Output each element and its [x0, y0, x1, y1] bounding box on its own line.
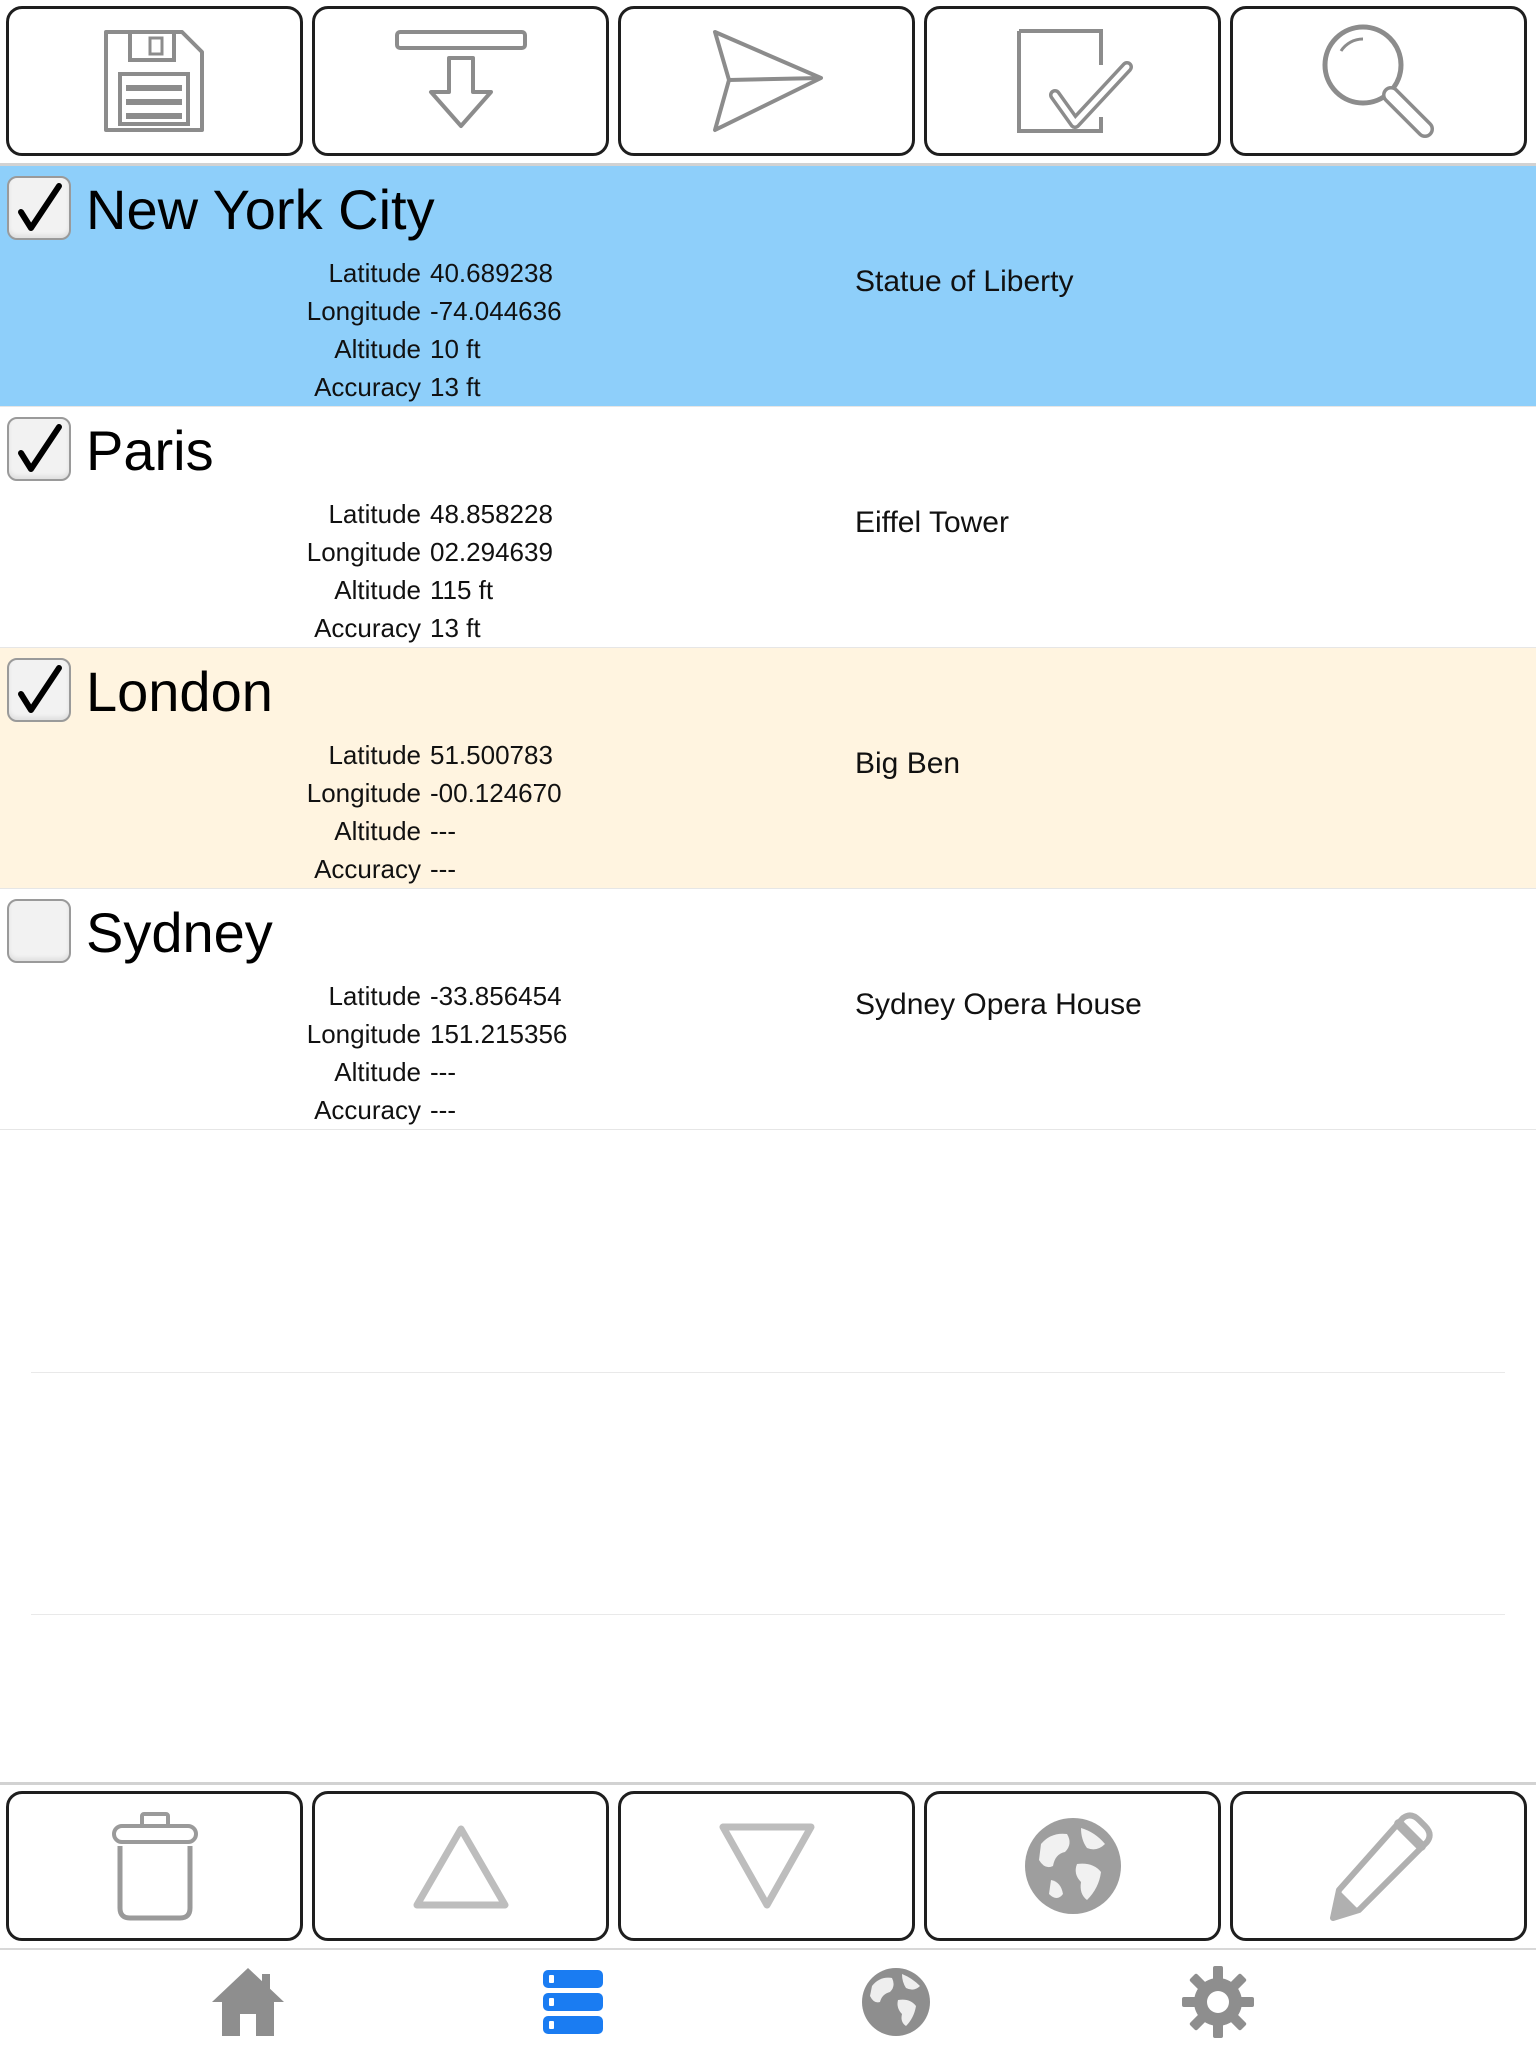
- tab-home[interactable]: [210, 1964, 286, 2040]
- city-name: Paris: [86, 419, 214, 482]
- latitude-value: 48.858228: [430, 499, 553, 529]
- altitude-value: ---: [430, 816, 456, 846]
- accuracy-value: 13 ft: [430, 372, 481, 402]
- gear-icon: [1180, 1964, 1256, 2040]
- send-button[interactable]: [618, 6, 915, 156]
- move-down-button[interactable]: [618, 1791, 915, 1941]
- trash-icon: [110, 1810, 200, 1922]
- import-button[interactable]: [312, 6, 609, 156]
- latitude-value: 40.689238: [430, 258, 553, 288]
- triangle-up-icon: [411, 1821, 511, 1911]
- checkmark-icon: [11, 662, 67, 718]
- longitude-value: 151.215356: [430, 1019, 568, 1049]
- altitude-label: Altitude: [334, 816, 421, 846]
- row-checkbox[interactable]: [7, 417, 71, 481]
- longitude-label: Longitude: [306, 778, 421, 808]
- move-up-button[interactable]: [312, 1791, 609, 1941]
- location-list: [0, 166, 1536, 1130]
- accuracy-label: Accuracy: [314, 372, 421, 402]
- download-tray-icon: [391, 26, 531, 136]
- accuracy-value: ---: [430, 854, 456, 884]
- landmark-name: Eiffel Tower: [855, 506, 1009, 539]
- accuracy-value: ---: [430, 1095, 456, 1125]
- delete-button[interactable]: [6, 1791, 303, 1941]
- altitude-label: Altitude: [334, 1057, 421, 1087]
- latitude-label: Latitude: [328, 740, 421, 770]
- accuracy-label: Accuracy: [314, 1095, 421, 1125]
- accuracy-label: Accuracy: [314, 854, 421, 884]
- list-item[interactable]: [0, 166, 1536, 407]
- list-stack-icon: [535, 1964, 611, 2040]
- globe-icon: [1021, 1814, 1125, 1918]
- tab-bar: [0, 1948, 1536, 2050]
- map-button[interactable]: [924, 1791, 1221, 1941]
- tab-globe[interactable]: [858, 1964, 934, 2040]
- altitude-value: 115 ft: [430, 575, 494, 605]
- list-item[interactable]: [0, 889, 1536, 1130]
- check-all-button[interactable]: [924, 6, 1221, 156]
- latitude-label: Latitude: [328, 981, 421, 1011]
- top-toolbar: [0, 0, 1536, 166]
- longitude-value: -00.124670: [430, 778, 562, 808]
- checkmark-icon: [11, 421, 67, 477]
- pencil-icon: [1323, 1810, 1435, 1922]
- longitude-value: 02.294639: [430, 537, 553, 567]
- document-check-icon: [1013, 25, 1133, 137]
- latitude-value: 51.500783: [430, 740, 553, 770]
- bottom-toolbar: [0, 1782, 1536, 1948]
- landmark-name: Statue of Liberty: [855, 265, 1074, 298]
- landmark-name: Sydney Opera House: [855, 988, 1142, 1021]
- paper-plane-icon: [707, 26, 827, 136]
- latitude-value: -33.856454: [430, 981, 562, 1011]
- row-checkbox[interactable]: [7, 658, 71, 722]
- altitude-value: ---: [430, 1057, 456, 1087]
- latitude-label: Latitude: [328, 499, 421, 529]
- house-icon: [210, 1964, 286, 2040]
- row-divider: [31, 1372, 1505, 1373]
- tab-list[interactable]: [535, 1964, 611, 2040]
- globe-icon: [858, 1964, 934, 2040]
- search-button[interactable]: [1230, 6, 1527, 156]
- floppy-disk-icon: [100, 26, 210, 136]
- longitude-value: -74.044636: [430, 296, 562, 326]
- accuracy-value: 13 ft: [430, 613, 481, 643]
- list-item[interactable]: [0, 648, 1536, 889]
- longitude-label: Longitude: [306, 1019, 421, 1049]
- city-name: New York City: [86, 178, 435, 241]
- list-item[interactable]: [0, 407, 1536, 648]
- accuracy-label: Accuracy: [314, 613, 421, 643]
- city-name: London: [86, 660, 273, 723]
- longitude-label: Longitude: [306, 537, 421, 567]
- altitude-label: Altitude: [334, 575, 421, 605]
- landmark-name: Big Ben: [855, 747, 961, 780]
- city-name: Sydney: [86, 901, 273, 964]
- altitude-value: 10 ft: [430, 334, 481, 364]
- row-checkbox[interactable]: [7, 899, 71, 963]
- edit-button[interactable]: [1230, 1791, 1527, 1941]
- tab-settings[interactable]: [1180, 1964, 1256, 2040]
- altitude-label: Altitude: [334, 334, 421, 364]
- magnifier-icon: [1317, 21, 1441, 141]
- checkmark-icon: [11, 180, 67, 236]
- row-checkbox[interactable]: [7, 176, 71, 240]
- row-divider: [31, 1614, 1505, 1615]
- triangle-down-icon: [717, 1821, 817, 1911]
- save-button[interactable]: [6, 6, 303, 156]
- latitude-label: Latitude: [328, 258, 421, 288]
- longitude-label: Longitude: [306, 296, 421, 326]
